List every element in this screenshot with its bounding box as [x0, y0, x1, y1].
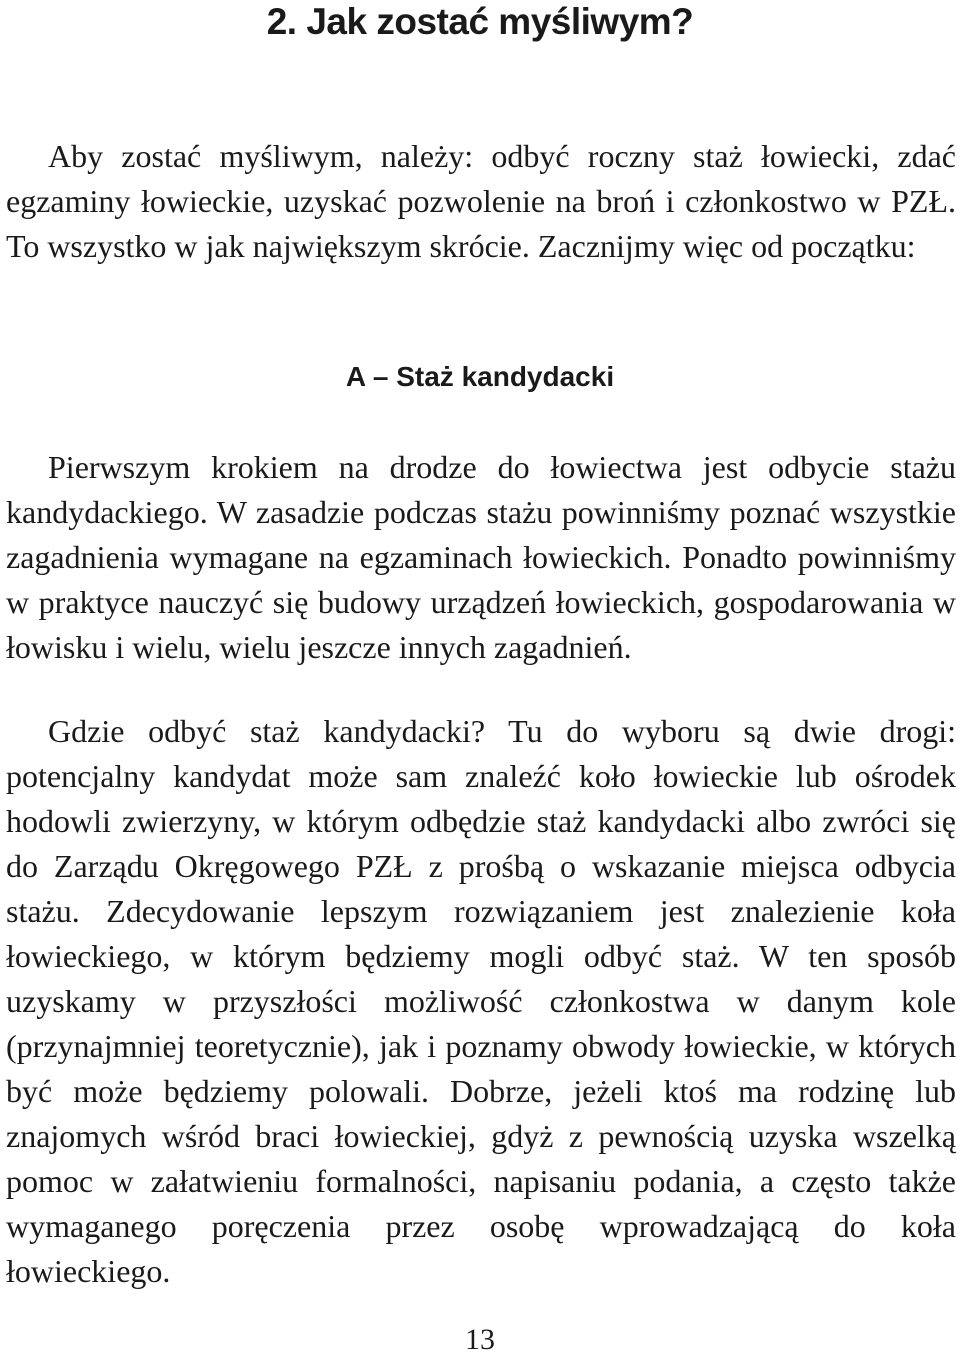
- page-number: 13: [465, 1323, 495, 1356]
- body-paragraph-2: Gdzie odbyć staż kandydacki? Tu do wyboru są dwie drogi: potencjalny kandydat może sam znaleźć koło łowieckie lub ośrodek hodowli zwierzyny, w którym odbędzie staż kandydacki albo zwróci się do Zarządu Okręgowego PZŁ z prośbą o wskazanie miejsca odbycia stażu. Zdecydowanie lepszym rozwiązaniem jest znalezienie koła łowieckiego, w którym będziemy mogli odbyć staż. W ten sposób uzyskamy w przyszłości możliwość członkostwa w danym kole (przynajmniej teoretycznie), jak i poznamy obwody łowieckie, w których być może będziemy polowali. Dobrze, jeżeli ktoś ma rodzinę lub znajomych wśród braci łowieckiej, gdyż z pewnością uzyska wszelką pomoc w załatwieniu formalności, napisaniu podania, a często także wymaganego poręczenia przez osobę wprowadzającą do koła łowieckiego.: [6, 713, 956, 1289]
- intro-paragraph: Aby zostać myśliwym, należy: odbyć roczny staż łowiecki, zdać egzaminy łowieckie, uzyskać pozwolenie na broń i członkostwo w PZŁ. To wszystko w jak największym skrócie. Zacznijmy więc od początku:: [6, 138, 956, 264]
- section-heading: A – Staż kandydacki: [345, 361, 615, 392]
- chapter-title: 2. Jak zostać myśliwym?: [266, 1, 694, 42]
- body-paragraph-1: Pierwszym krokiem na drodze do łowiectwa jest odbycie stażu kandydackiego. W zasadzie podczas stażu powinniśmy poznać wszystkie zagadnienia wymagane na egzaminach łowieckich. Ponadto powinniśmy w praktyce nauczyć się budowy urządzeń łowieckich, gospodarowania w łowisku i wielu, wielu jeszcze innych zagadnień.: [6, 449, 956, 665]
